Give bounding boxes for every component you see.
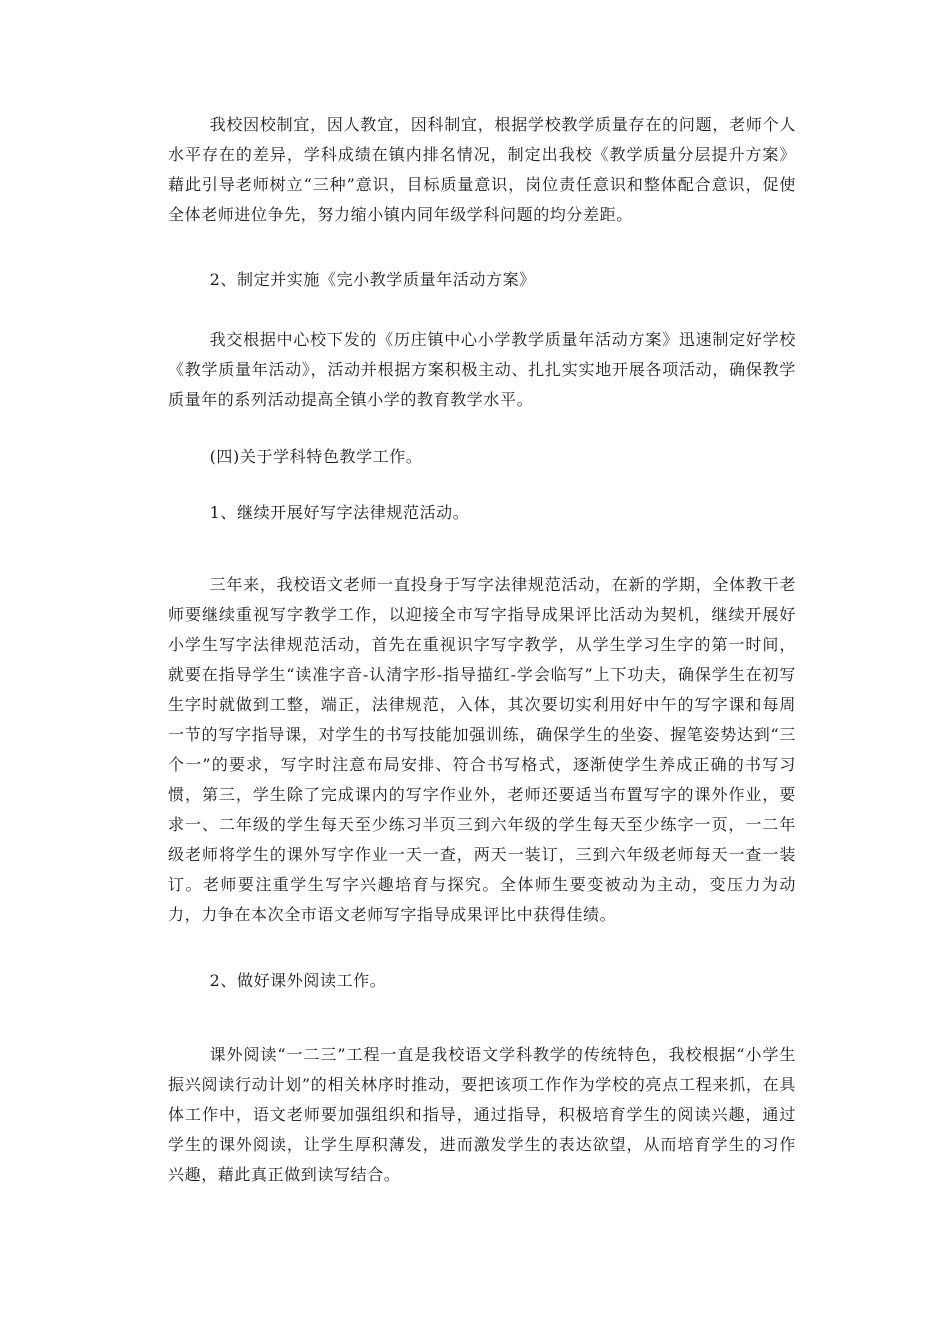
- paragraph-extracurricular-reading: 课外阅读“一二三”工程一直是我校语文学科教学的传统特色，我校根据“小学生振兴阅读行动计划”的相关林序时推动，要把该项工作作为学校的亮点工程来抓，在具体工作中，语文老师要加强组织和指导，通过指导，积极培育学生的阅读兴趣，通过学生的课外阅读，让学生厚积薄发，进而激发学生的表达欲望，从而培育学生的习作兴趣，藉此真正做到读写结合。: [168, 1045, 796, 1184]
- paragraph-quality-plan: 我校因校制宜，因人教宜，因科制宜，根据学校教学质量存在的问题，老师个人水平存在的差异，学科成绩在镇内排名情况，制定出我校《教学质量分层提升方案》藉此引导老师树立“三种”意识，目标质量意识，岗位责任意识和整体配合意识，促使全体老师进位争先，努力缩小镇内同年级学科问题的均分差距。: [168, 115, 796, 224]
- heading-subject-features: (四)关于学科特色教学工作。: [209, 447, 423, 466]
- heading-activity-plan: 2、制定并实施《完小教学质量年活动方案》: [209, 270, 536, 289]
- paragraph-writing-standards: 三年来，我校语文老师一直投身于写字法律规范活动，在新的学期，全体教干老师要继续重视写字教学工作，以迎接全市写字指导成果评比活动为契机，继续开展好小学生写字法律规范活动，首先在重视识字写字教学，从学生学习生字的第一时间，就要在指导学生“读准字音-认清字形-指导描红-学会临写”上下功夫，确保学生在初写生字时就做到工整，端正，法律规范，入体，其次要切实利用好中午的写字课和每周一节的写字指导课，对学生的书写技能加强训练，确保学生的坐姿、握笔姿势达到“三个一”的要求，写字时注意布局安排、符合书写格式，逐渐使学生养成正确的书写习惯，第三，学生除了完成课内的写字作业外，老师还要适当布置写字的课外作业，要求一、二年级的学生每天至少练习半页三到六年级的学生每天至少练字一页，一二年级老师将学生的课外写字作业一天一查，两天一装订，三到六年级老师每天一查一装订。老师要注重学生写字兴趣培育与探究。全体师生要变被动为主动，变压力为动力，力争在本次全市语文老师写字指导成果评比中获得佳绩。: [168, 575, 796, 924]
- paragraph-quality-year: 我交根据中心校下发的《历庄镇中心小学教学质量年活动方案》迅速制定好学校《教学质量年活动》，活动并根据方案积极主动、扎扎实实地开展各项活动，确保教学质量年的系列活动提高全镇小学的教育教学水平。: [168, 330, 796, 409]
- heading-extracurricular-reading: 2、做好课外阅读工作。: [209, 971, 387, 990]
- heading-writing-standards: 1、继续开展好写字法律规范活动。: [209, 503, 470, 522]
